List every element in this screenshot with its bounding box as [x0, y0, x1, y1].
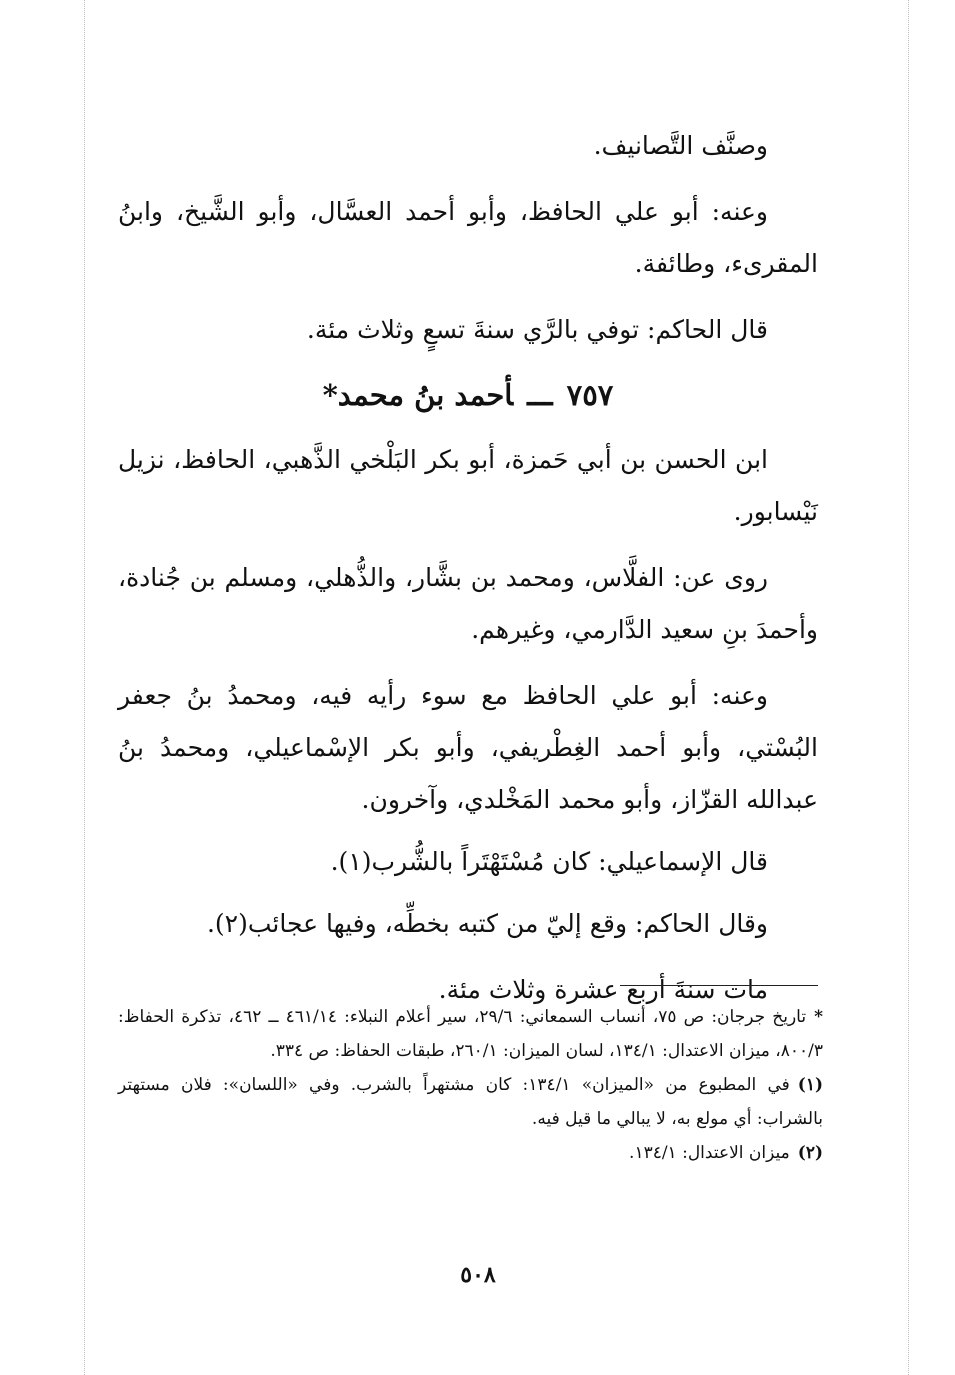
page-number: ٥٠٨ — [460, 1262, 496, 1288]
entry-name: أحمد بنُ محمد* — [322, 378, 514, 412]
footnote-text: في المطبوع من «الميزان» ١٣٤/١: كان مشتهراً بالشرب. وفي «اللسان»: فلان مستهتر بالشراب: أي مولع به، لا يبالي ما قيل فيه. — [118, 1075, 823, 1129]
paragraph-ismaili-quote: قال الإسماعيلي: كان مُسْتَهْتَراً بالشُّرب(١). — [330, 847, 768, 876]
paragraph-narrators-from-him: وعنه: أبو علي الحافظ، وأبو أحمد العسَّال، وأبو الشَّيخ، وابنُ المقرىء، وطائفة. — [118, 197, 818, 278]
paragraph-death-year: مات سنةَ أربع عشرة وثلاث مئة. — [438, 975, 768, 1004]
paragraph-hakim-death: قال الحاكم: توفي بالرَّي سنةَ تسعٍ وثلاث مئة. — [306, 315, 768, 344]
footnote-sources — [118, 1000, 823, 1068]
entry-heading — [118, 370, 818, 420]
footnote-1 — [118, 1068, 823, 1136]
page-body — [118, 120, 818, 1030]
paragraph-compilations: وصنَّف التَّصانيف. — [593, 131, 768, 160]
paragraph-narrators: وعنه: أبو علي الحافظ مع سوء رأيه فيه، ومحمدُ بنُ جعفر البُسْتي، وأبو أحمد الغِطْريفي، وأبو بكر الإسْماعيلي، ومحمدُ بنُ عبدالله القزّاز، وأبو محمد المَخْلدي، وآخرون. — [118, 681, 818, 814]
footnote-2 — [118, 1136, 823, 1170]
paragraph-hakim-quote: وقال الحاكم: وقع إليّ من كتبه بخطِّه، وفيها عجائب(٢). — [206, 909, 768, 938]
footnote-text: ميزان الاعتدال: ١٣٤/١. — [629, 1143, 790, 1163]
footnotes — [118, 1000, 823, 1170]
footnote-mark: * — [814, 1007, 823, 1027]
footnote-mark: (١) — [797, 1075, 823, 1095]
footnote-separator — [620, 985, 818, 986]
paragraph-narrated-from: روى عن: الفلَّاس، ومحمد بن بشَّار، والذُّهلي، ومسلم بن جُنادة، وأحمدَ بنِ سعيد الدَّارمي، وغيرهم. — [118, 563, 818, 644]
entry-dash: ـــ — [527, 378, 553, 412]
scan-dotted-margin-left — [84, 0, 85, 1375]
footnote-text: تاريخ جرجان: ص ٧٥، أنساب السمعاني: ٢٩/٦، سير أعلام النبلاء: ٤٦١/١٤ ــ ٤٦٢، تذكرة الحفاظ: ٨٠٠/٣، ميزان الاعتدال: ١٣٤/١، لسان الميزان: ٢٦٠/١، طبقات الحفاظ: ص ٣٣٤. — [118, 1007, 823, 1061]
entry-number: ٧٥٧ — [566, 378, 614, 412]
paragraph-lineage: ابن الحسن بن أبي حَمزة، أبو بكر البَلْخي الذَّهبي، الحافظ، نزيل نَيْسابور. — [118, 445, 818, 526]
scan-dotted-margin-right — [908, 0, 909, 1375]
footnote-mark: (٢) — [797, 1143, 823, 1163]
